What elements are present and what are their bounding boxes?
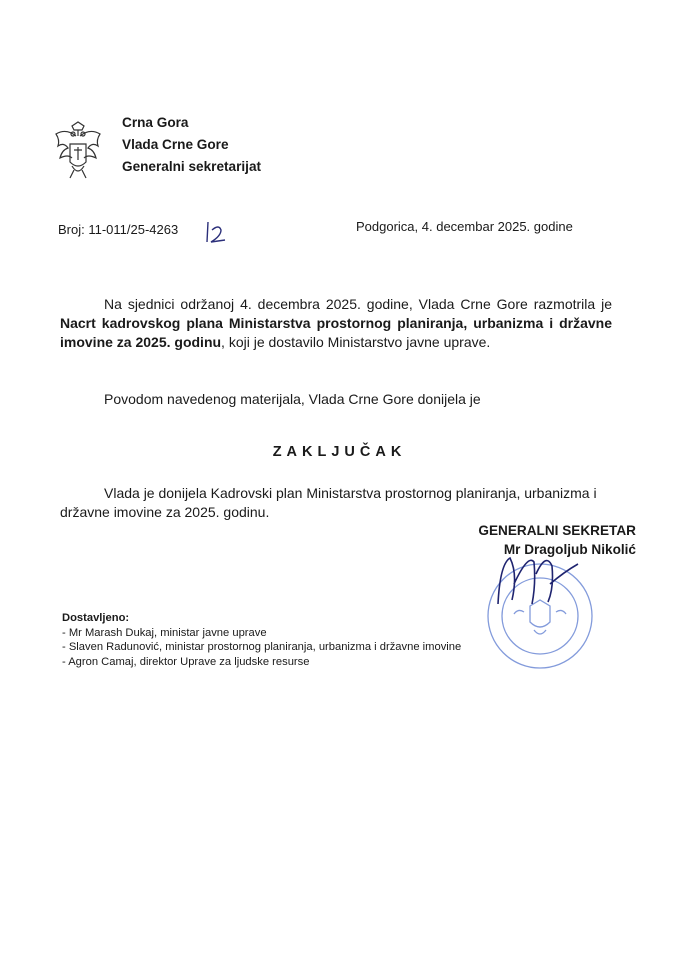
paragraph-1-text-a: Na sjednici održanoj 4. decembra 2025. godine, Vlada Crne Gore razmotrila je xyxy=(104,296,612,312)
paragraph-1 xyxy=(60,295,612,352)
paragraph-2: Povodom navedenog materijala, Vlada Crne Gore donijela je xyxy=(104,391,481,407)
letterhead-government: Vlada Crne Gore xyxy=(122,137,229,152)
distribution-title: Dostavljeno: xyxy=(62,612,130,624)
letterhead xyxy=(122,112,261,178)
conclusion-heading: ZAKLJUČAK xyxy=(272,444,407,460)
signatory-name: Mr Dragoljub Nikolić xyxy=(503,542,636,557)
handwritten-mark xyxy=(203,218,231,246)
paragraph-1-text-b: , koji je dostavilo Ministarstvo javne uprave. xyxy=(221,334,491,350)
letterhead-office: Generalni sekretarijat xyxy=(122,159,262,174)
coat-of-arms-icon xyxy=(52,120,104,182)
handwritten-signature xyxy=(488,544,588,614)
draft-plan-title: Nacrt kadrovskog plana Ministarstva prostornog planiranja, urbanizma i državne imovine za 2025. godinu xyxy=(60,315,612,350)
signatory-title: GENERALNI SEKRETAR xyxy=(478,523,636,538)
distribution-list xyxy=(62,611,461,669)
distribution-item: - Slaven Radunović, ministar prostornog planiranja, urbanizma i državne imovine xyxy=(62,641,462,653)
letterhead-country: Crna Gora xyxy=(122,115,189,130)
document-date: Podgorica, 4. decembar 2025. godine xyxy=(356,219,573,234)
distribution-item: - Agron Camaj, direktor Uprave za ljudske resurse xyxy=(62,655,310,668)
reference-number: Broj: 11-011/25-4263 xyxy=(58,222,179,237)
paragraph-3: Vlada je donijela Kadrovski plan Ministarstva prostornog planiranja, urbanizma i državne imovine za 2025. godinu. xyxy=(60,485,597,520)
distribution-item: - Mr Marash Dukaj, ministar javne uprave xyxy=(62,626,267,639)
